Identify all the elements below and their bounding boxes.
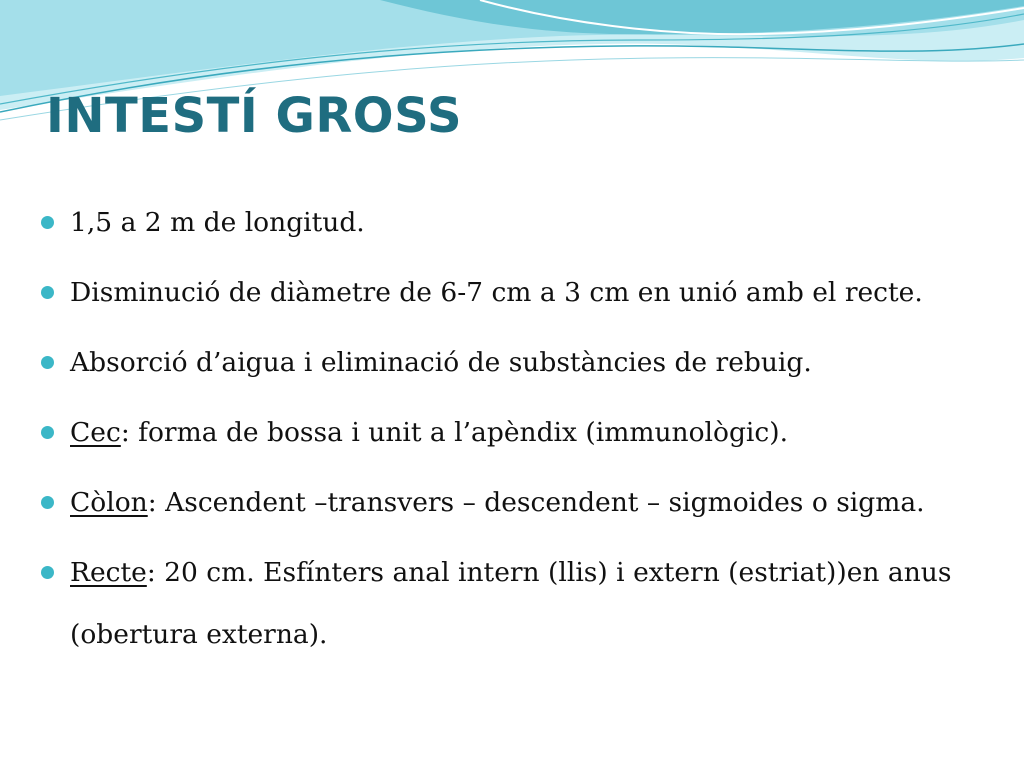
bullet-item-recte (40, 542, 1000, 666)
bullet-text: : Ascendent –transvers – descendent – sigmoides o sigma. (147, 487, 925, 518)
bullet-item-longitud (40, 192, 1000, 254)
bullet-item-absorcio (40, 332, 1000, 394)
bullet-item-cec (40, 402, 1000, 464)
bullet-text: : forma de bossa i unit a l’apèndix (immunològic). (120, 417, 789, 448)
slide-title: INTESTÍ GROSS (46, 88, 463, 144)
bullet-item-colon (40, 472, 1000, 534)
bullet-term: Recte (70, 557, 147, 588)
bullet-text: Absorció d’aigua i eliminació de substàncies de rebuig. (70, 347, 812, 378)
bullet-list (40, 192, 1000, 674)
bullet-text: 1,5 a 2 m de longitud. (70, 207, 365, 238)
bullet-term: Còlon (70, 487, 148, 518)
bullet-dot-icon (41, 356, 54, 369)
bullet-dot-icon (41, 216, 54, 229)
bullet-text: Disminució de diàmetre de 6-7 cm a 3 cm en unió amb el recte. (70, 277, 923, 308)
bullet-text: : 20 cm. Esfínters anal intern (llis) i extern (estriat))en anus (obertura externa). (70, 557, 952, 650)
bullet-dot-icon (41, 566, 54, 579)
bullet-term: Cec (70, 417, 121, 448)
bullet-dot-icon (41, 496, 54, 509)
bullet-dot-icon (41, 426, 54, 439)
bullet-item-diametre (40, 262, 1000, 324)
bullet-dot-icon (41, 286, 54, 299)
